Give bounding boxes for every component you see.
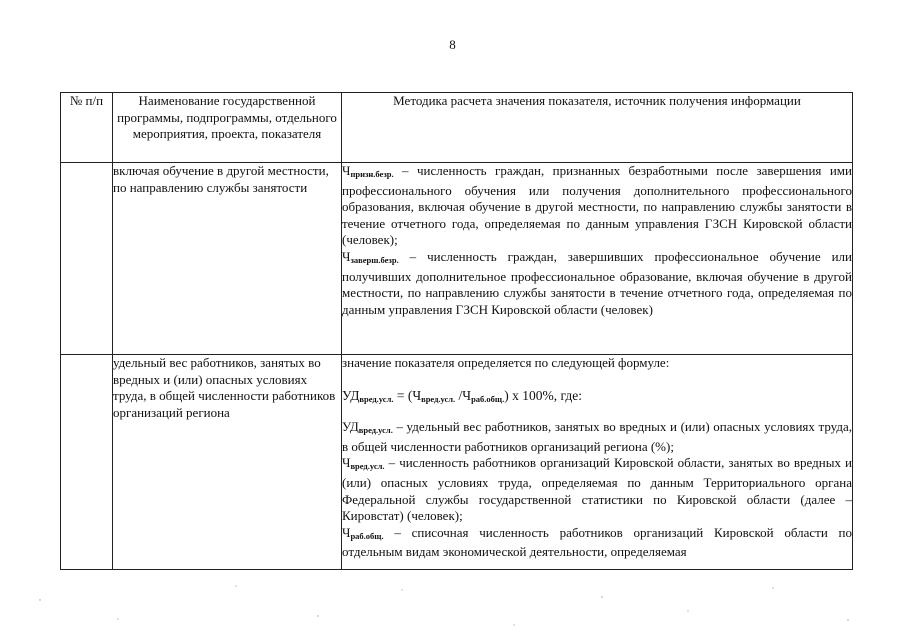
row2-num bbox=[61, 355, 113, 570]
table-row bbox=[61, 355, 853, 570]
row2-method bbox=[342, 355, 853, 570]
scan-noise bbox=[0, 578, 905, 640]
row2-intro: значение показателя определяется по следующей формуле: bbox=[342, 355, 670, 370]
header-num: № п/п bbox=[61, 93, 113, 163]
row1-def-1: $Ч_{призн.безр.}$ – численность граждан, признанных безработными после завершения ими профессионального обучения или получения дополнительного профессионального образования, включая обучение в другой местности, по направлению службы занятости в течение отчетного года, определяемая по данным управления ГЗСН Кировской области (человек); bbox=[342, 163, 852, 248]
row1-def-2: $Ч_{заверш.безр.}$ – численность граждан, завершивших профессиональное обучение или получивших дополнительное профессиональное образование, включая обучение в другой местности, по направлению службы занятости в течение отчетного года, определяемая по данным управления ГЗСН Кировской области (человек) bbox=[342, 248, 852, 317]
header-name: Наименование государственной программы, подпрограммы, отдельного мероприятия, проекта, показателя bbox=[113, 93, 342, 163]
page-number: 8 bbox=[449, 37, 456, 52]
row1-num bbox=[61, 163, 113, 355]
table-header-row bbox=[61, 93, 853, 163]
table-row bbox=[61, 163, 853, 355]
header-method: Методика расчета значения показателя, источник получения информации bbox=[342, 93, 853, 163]
row2-def-3: $Ч_{раб.общ.}$ – списочная численность работников организаций Кировской области по отдельным видам экономической деятельности, определяемая bbox=[342, 524, 852, 560]
methodology-table bbox=[60, 92, 853, 570]
row2-name: удельный вес работников, занятых во вредных и (или) опасных условиях труда, в общей численности работников организаций региона bbox=[113, 355, 342, 570]
row1-name: включая обучение в другой местности, по направлению службы занятости bbox=[113, 163, 342, 355]
row1-method bbox=[342, 163, 853, 355]
row2-formula: $УД_{вред.усл.} = (Ч_{вред.усл.}$ $/Ч_{раб.общ.}$) x 100%, где: bbox=[342, 387, 582, 404]
row2-def-1: $УД_{вред.усл.}$ – удельный вес работников, занятых во вредных и (или) опасных условиях труда, в общей численности работников организаций региона (%); bbox=[342, 419, 852, 454]
row2-def-2: $Ч_{вред.усл.}$ – численность работников организаций Кировской области, занятых во вредных и (или) опасных условиях труда, определяемая по данным Территориального органа Федеральной службы государственной статистики по Кировской области (далее – Кировстат) (человек); bbox=[342, 455, 852, 524]
